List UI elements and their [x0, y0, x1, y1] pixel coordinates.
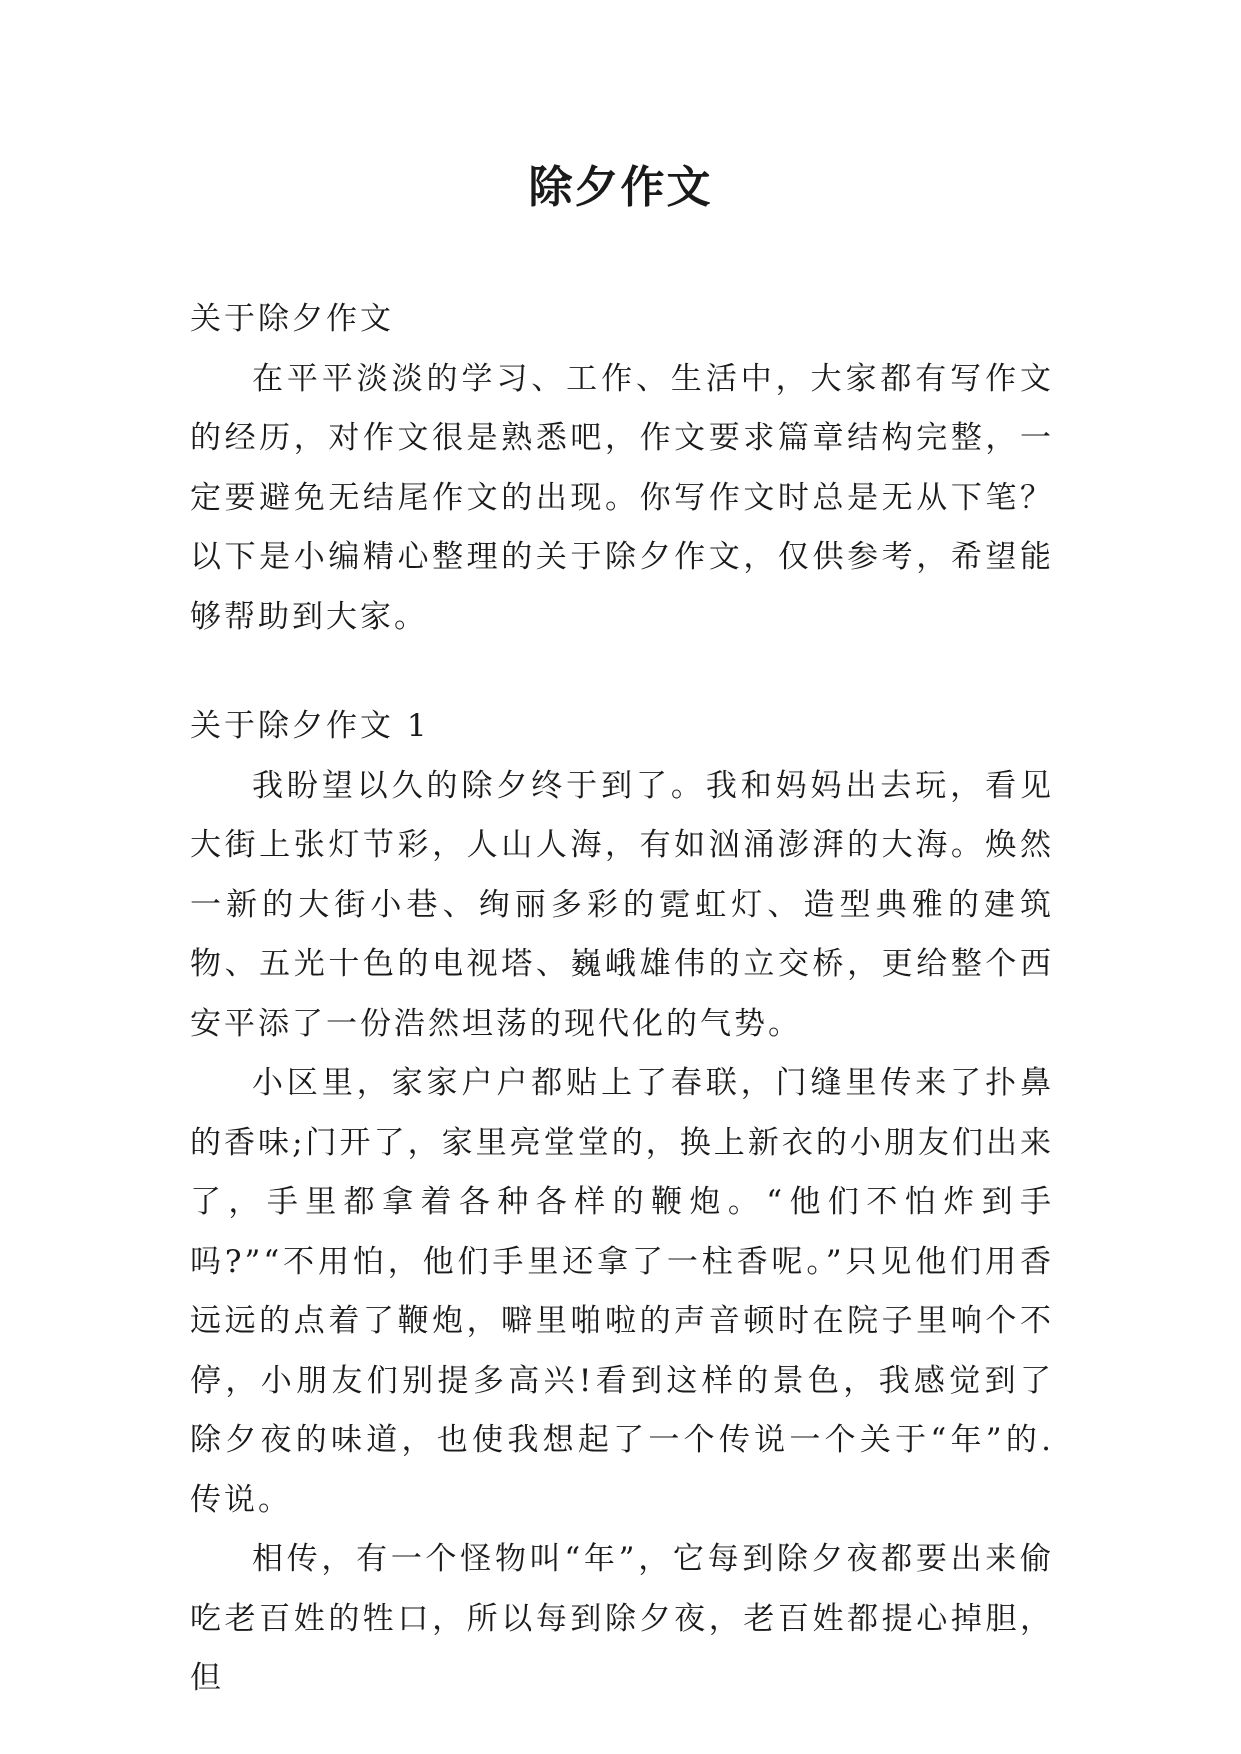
intro-heading: 关于除夕作文 — [190, 301, 394, 337]
document-title: 除夕作文 — [528, 162, 713, 213]
intro-paragraph: 在平平淡淡的学习、工作、生活中，大家都有写作文的经历，对作文很是熟悉吧，作文要求篇章结构完整，一定要避免无结尾作文的出现。你写作文时总是无从下笔？以下是小编精心整理的关于除夕作文，仅供参考，希望能够帮助到大家。 — [190, 360, 1054, 635]
document-body — [190, 290, 1054, 1709]
body-paragraph: 相传，有一个怪物叫“年”，它每到除夕夜都要出来偷吃老百姓的牲口，所以每到除夕夜，老百姓都提心掉胆，但 — [190, 1541, 1054, 1696]
section-heading: 关于除夕作文 1 — [190, 708, 430, 744]
body-paragraph: 小区里，家家户户都贴上了春联，门缝里传来了扑鼻的香味;门开了，家里亮堂堂的，换上新衣的小朋友们出来了，手里都拿着各种各样的鞭炮。“他们不怕炸到手吗?”“不用怕，他们手里还拿了一柱香呢。”只见他们用香远远的点着了鞭炮，噼里啪啦的声音顿时在院子里响个不停，小朋友们别提多高兴!看到这样的景色，我感觉到了除夕夜的味道，也使我想起了一个传说一个关于“年”的.传说。 — [190, 1065, 1054, 1518]
section-spacer — [190, 647, 1054, 697]
body-paragraph: 我盼望以久的除夕终于到了。我和妈妈出去玩，看见大街上张灯节彩，人山人海，有如汹涌澎湃的大海。焕然一新的大街小巷、绚丽多彩的霓虹灯、造型典雅的建筑物、五光十色的电视塔、巍峨雄伟的立交桥，更给整个西安平添了一份浩然坦荡的现代化的气势。 — [190, 767, 1054, 1042]
